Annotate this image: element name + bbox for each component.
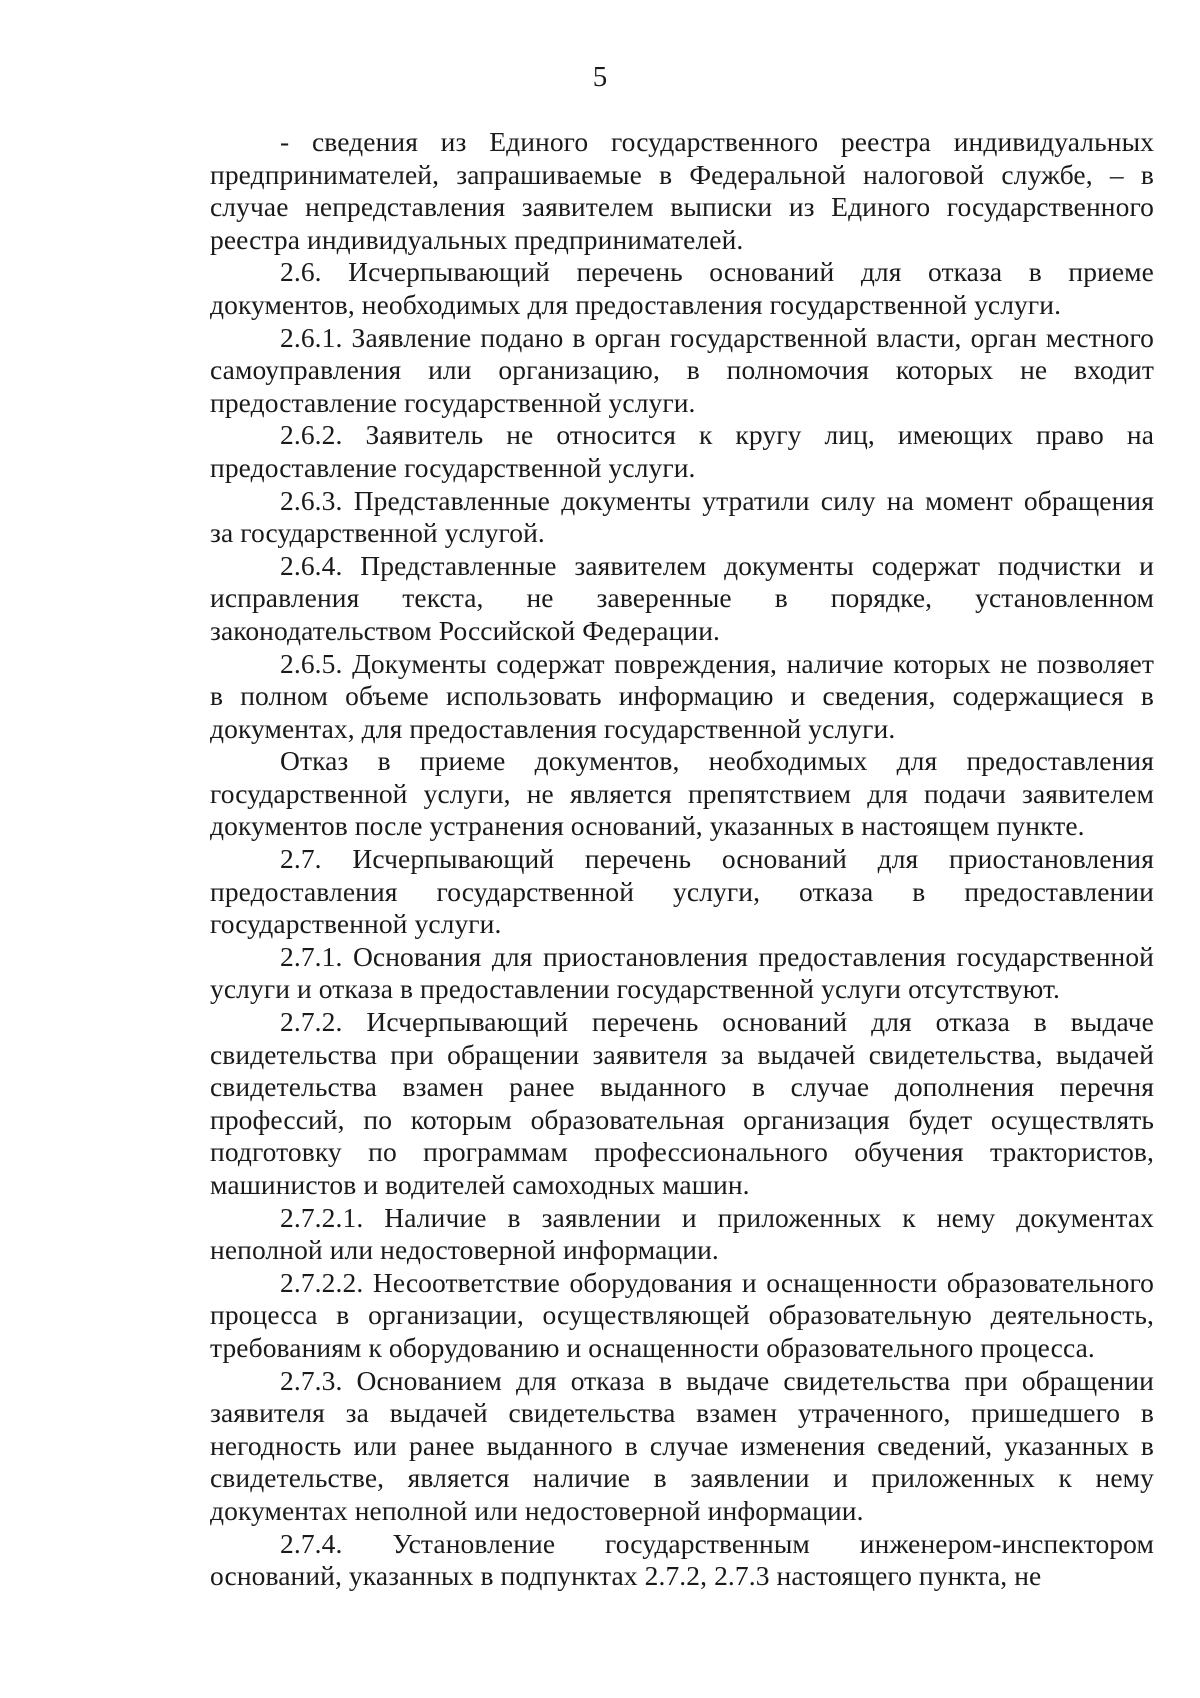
paragraph-egrip-info: - сведения из Единого государственного реестра индивидуальных предпринимателей, запрашиваемые в Федеральной налоговой службе, – в случае непредставления заявителем выписки из Единого государственного реестра индивидуальных предпринимателей. bbox=[210, 126, 1154, 255]
document-body bbox=[210, 126, 1154, 1593]
paragraph-2-6: 2.6. Исчерпывающий перечень оснований для отказа в приеме документов, необходимых для предоставления государственной услуги. bbox=[210, 256, 1154, 320]
paragraph-2-7-2: 2.7.2. Исчерпывающий перечень оснований для отказа в выдаче свидетельства при обращении заявителя за выдачей свидетельства, выдачей свидетельства взамен ранее выданного в случае дополнения перечня профессий, по которым образовательная организация будет осуществлять подготовку по программам профессионального обучения трактористов, машинистов и водителей самоходных машин. bbox=[210, 1006, 1154, 1200]
paragraph-2-7: 2.7. Исчерпывающий перечень оснований для приостановления предоставления государственной услуги, отказа в предоставлении государственной услуги. bbox=[210, 843, 1154, 940]
paragraph-2-6-1: 2.6.1. Заявление подано в орган государственной власти, орган местного самоуправления или организацию, в полномочия которых не входит предоставление государственной услуги. bbox=[210, 321, 1154, 418]
paragraph-2-6-4: 2.6.4. Представленные заявителем документы содержат подчистки и исправления текста, не заверенные в порядке, установленном законодательством Российской Федерации. bbox=[210, 549, 1154, 646]
paragraph-2-7-3: 2.7.3. Основанием для отказа в выдаче свидетельства при обращении заявителя за выдачей свидетельства взамен утраченного, пришедшего в негодность или ранее выданного в случае изменения сведений, указанных в свидетельстве, является наличие в заявлении и приложенных к нему документах неполной или недостоверной информации. bbox=[210, 1364, 1154, 1526]
paragraph-refusal-note: Отказ в приеме документов, необходимых для предоставления государственной услуги, не является препятствием для подачи заявителем документов после устранения оснований, указанных в настоящем пункте. bbox=[210, 745, 1154, 842]
paragraph-2-7-1: 2.7.1. Основания для приостановления предоставления государственной услуги и отказа в предоставлении государственной услуги отсутствуют. bbox=[210, 940, 1154, 1005]
paragraph-2-6-5: 2.6.5. Документы содержат повреждения, наличие которых не позволяет в полном объеме использовать информацию и сведения, содержащиеся в документах, для предоставления государственной услуги. bbox=[210, 647, 1154, 744]
paragraph-2-7-4: 2.7.4. Установление государственным инженером-инспектором оснований, указанных в подпунктах 2.7.2, 2.7.3 настоящего пункта, не bbox=[210, 1527, 1154, 1592]
paragraph-2-6-3: 2.6.3. Представленные документы утратили силу на момент обращения за государственной услугой. bbox=[210, 484, 1154, 549]
paragraph-2-7-2-2: 2.7.2.2. Несоответствие оборудования и оснащенности образовательного процесса в организации, осуществляющей образовательную деятельность, требованиям к оборудованию и оснащенности образовательного процесса. bbox=[210, 1266, 1154, 1363]
paragraph-2-6-2: 2.6.2. Заявитель не относится к кругу лиц, имеющих право на предоставление государственной услуги. bbox=[210, 419, 1154, 483]
page-number: 5 bbox=[592, 61, 608, 93]
paragraph-2-7-2-1: 2.7.2.1. Наличие в заявлении и приложенных к нему документах неполной или недостоверной информации. bbox=[210, 1201, 1154, 1266]
